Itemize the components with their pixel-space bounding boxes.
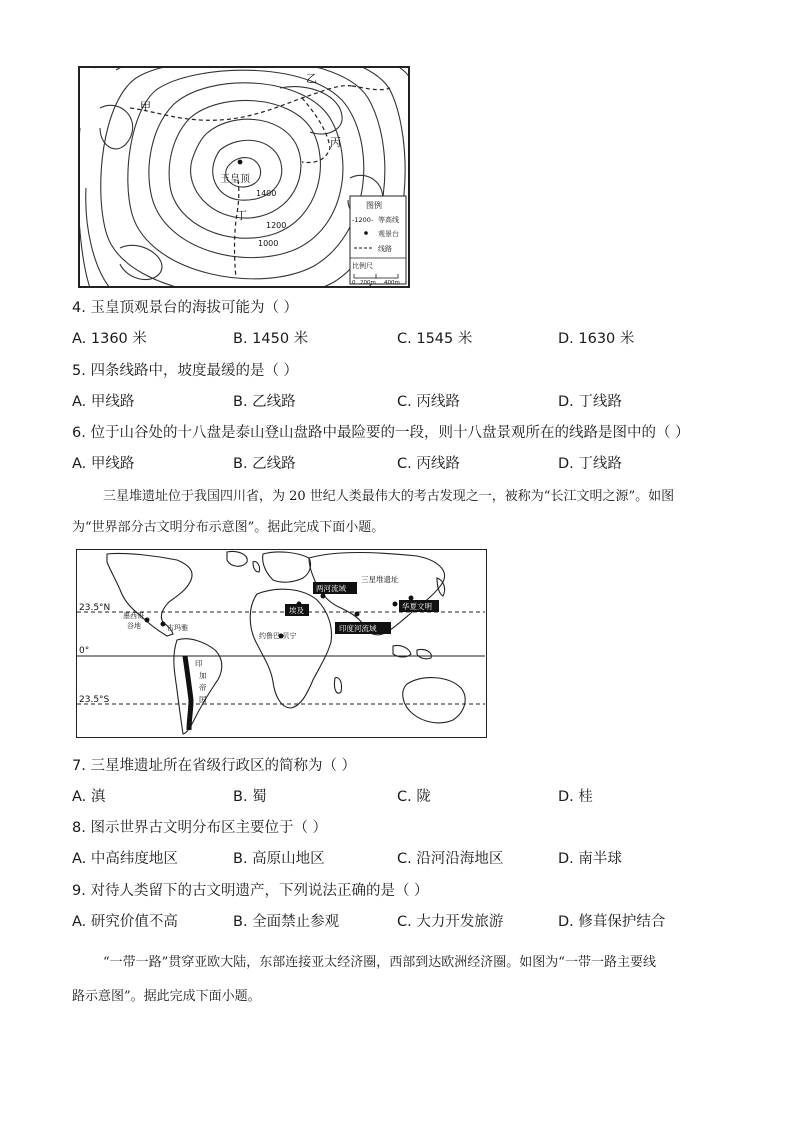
legend-route-label: 线路 bbox=[378, 245, 392, 253]
question-9-option-d[interactable]: D. 修葺保护结合 bbox=[558, 914, 666, 930]
island-southeast-asia bbox=[393, 645, 411, 657]
label-china: 华夏文明 bbox=[402, 602, 432, 611]
question-7-option-b[interactable]: B. 蜀 bbox=[233, 789, 267, 805]
label-tropic-south: 23.5°S bbox=[79, 695, 110, 705]
question-5-option-d[interactable]: D. 丁线路 bbox=[558, 394, 622, 410]
label-jia: 甲 bbox=[140, 100, 151, 113]
contour-label-1000: 1000 bbox=[258, 239, 279, 248]
label-inca: 国 bbox=[199, 695, 207, 704]
label-inca: 帝 bbox=[199, 683, 207, 692]
world-map-svg bbox=[77, 550, 485, 736]
question-5-option-a[interactable]: A. 甲线路 bbox=[72, 394, 135, 410]
label-tropic-north: 23.5°N bbox=[79, 603, 111, 613]
question-9-option-c[interactable]: C. 大力开发旅游 bbox=[397, 914, 504, 930]
label-indus: 印度河流域 bbox=[339, 624, 377, 633]
island-uk bbox=[253, 562, 260, 572]
label-yi: 乙 bbox=[306, 72, 317, 85]
label-mexico-valley: 墨西哥 bbox=[123, 612, 144, 620]
question-6-option-b[interactable]: B. 乙线路 bbox=[233, 456, 296, 472]
question-6-option-c[interactable]: C. 丙线路 bbox=[397, 456, 460, 472]
question-4-option-a[interactable]: A. 1360 米 bbox=[72, 331, 147, 347]
label-great-zimbabwe: 约鲁巴-贝宁 bbox=[259, 632, 297, 640]
label-bing: 丙 bbox=[330, 136, 341, 149]
continent-australia bbox=[403, 678, 465, 723]
question-5-stem: 5. 四条线路中，坡度最缓的是（ ） bbox=[72, 363, 299, 379]
question-7-option-a[interactable]: A. 滇 bbox=[72, 789, 106, 805]
legend-viewpoint-dot bbox=[364, 231, 368, 235]
marker-indus bbox=[355, 612, 360, 617]
contour-line bbox=[149, 83, 343, 258]
label-inca: 加 bbox=[199, 671, 207, 680]
label-inca: 印 bbox=[195, 659, 203, 668]
contour-line bbox=[191, 119, 301, 218]
question-8-stem: 8. 图示世界古文明分布区主要位于（ ） bbox=[72, 820, 328, 836]
route-bing bbox=[302, 98, 330, 162]
topographic-map-svg bbox=[80, 68, 408, 286]
question-4-option-b[interactable]: B. 1450 米 bbox=[233, 331, 309, 347]
label-egypt: 埃及 bbox=[289, 606, 304, 615]
viewpoint-marker bbox=[238, 160, 243, 165]
question-8-option-d[interactable]: D. 南半球 bbox=[558, 851, 622, 867]
intro-sanxingdui-line-1: 三星堆遗址位于我国四川省，为 20 世纪人类最伟大的考古发现之一，被称为“长江文明之源”。如图 bbox=[103, 489, 675, 504]
continent-europe bbox=[263, 552, 311, 582]
label-mexico-valley: 谷地 bbox=[127, 622, 141, 630]
intro-belt-road-line-1: “一带一路”贯穿亚欧大陆，东部连接亚太经济圈，西部到达欧洲经济圈。如图为“一带一路主要线 bbox=[103, 955, 656, 970]
question-4-option-d[interactable]: D. 1630 米 bbox=[558, 331, 635, 347]
label-ding: 丁 bbox=[236, 209, 247, 222]
island-madagascar bbox=[334, 678, 341, 694]
marker-mexico bbox=[145, 618, 150, 623]
label-maya: 古玛雅 bbox=[167, 624, 188, 632]
legend-viewpoint-label: 观景台 bbox=[378, 230, 399, 238]
question-5-option-b[interactable]: B. 乙线路 bbox=[233, 394, 296, 410]
question-9-option-b[interactable]: B. 全面禁止参观 bbox=[233, 914, 340, 930]
marker-maya bbox=[161, 622, 166, 627]
legend-scale-mark: 0 bbox=[352, 280, 356, 286]
marker-mesopotamia bbox=[321, 594, 326, 599]
intro-belt-road-line-2: 路示意图”。据此完成下面小题。 bbox=[72, 989, 261, 1004]
continent-south-america bbox=[174, 639, 222, 734]
legend-contour-label: 等高线 bbox=[378, 216, 399, 224]
question-8-option-a[interactable]: A. 中高纬度地区 bbox=[72, 851, 178, 867]
topographic-map bbox=[78, 66, 410, 288]
question-6-stem: 6. 位于山谷处的十八盘是泰山登山盘路中最险要的一段，则十八盘景观所在的线路是图中的（ ） bbox=[72, 425, 690, 441]
contour-label-1200: 1200 bbox=[266, 221, 287, 230]
legend-scale-mark: 400m bbox=[384, 280, 400, 286]
question-7-option-d[interactable]: D. 桂 bbox=[558, 789, 593, 805]
question-9-stem: 9. 对待人类留下的古文明遗产，下列说法正确的是（ ） bbox=[72, 883, 429, 899]
label-mesopotamia: 两河流域 bbox=[316, 584, 346, 593]
question-5-option-c[interactable]: C. 丙线路 bbox=[397, 394, 460, 410]
question-6-option-a[interactable]: A. 甲线路 bbox=[72, 456, 135, 472]
legend-scale-mark: 200m bbox=[360, 280, 376, 286]
question-4-stem: 4. 玉皇顶观景台的海拔可能为（ ） bbox=[72, 300, 299, 316]
question-6-option-d[interactable]: D. 丁线路 bbox=[558, 456, 622, 472]
island-southeast-asia bbox=[417, 649, 431, 658]
legend-title: 图例 bbox=[366, 201, 382, 210]
question-8-option-b[interactable]: B. 高原山地区 bbox=[233, 851, 325, 867]
question-9-option-a[interactable]: A. 研究价值不高 bbox=[72, 914, 178, 930]
route-ding bbox=[235, 180, 239, 278]
world-civilization-map bbox=[76, 549, 487, 738]
label-equator: 0° bbox=[79, 646, 90, 656]
question-4-option-c[interactable]: C. 1545 米 bbox=[397, 331, 473, 347]
inca-empire-region bbox=[185, 656, 191, 730]
marker-china bbox=[409, 596, 414, 601]
contour-line bbox=[100, 105, 133, 149]
island-greenland bbox=[227, 551, 247, 566]
question-8-option-c[interactable]: C. 沿河沿海地区 bbox=[397, 851, 504, 867]
question-7-stem: 7. 三星堆遗址所在省级行政区的简称为（ ） bbox=[72, 758, 357, 774]
label-peak: 玉皇顶 bbox=[220, 174, 250, 185]
question-7-option-c[interactable]: C. 陇 bbox=[397, 789, 431, 805]
intro-sanxingdui-line-2: 为“世界部分古文明分布示意图”。据此完成下面小题。 bbox=[72, 520, 385, 535]
marker-sanxingdui bbox=[393, 602, 398, 607]
legend-contour-sample: -1200- bbox=[352, 216, 374, 224]
legend-scale-label: 比例尺 bbox=[352, 262, 373, 270]
contour-label-1400: 1400 bbox=[256, 189, 277, 198]
label-sanxingdui: 三星堆遗址 bbox=[361, 575, 399, 584]
